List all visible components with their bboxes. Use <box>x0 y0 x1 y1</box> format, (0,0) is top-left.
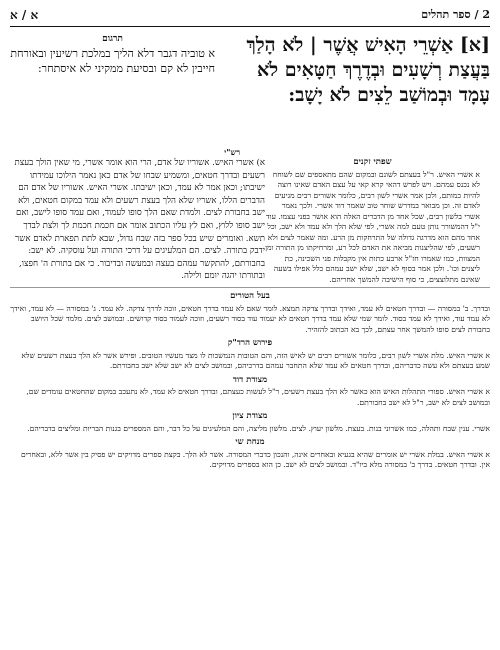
radak-text: א אשרי האיש. מלת אשרי לשון רבים, כלומר אשורים רבים יש לאיש הזה, והם הטובות הנמשכות לו מצד מעשיו הטובים. ופירש אשר לא הלך בעצת רשעים שלא שמע בעצתם ולא עשה כדבריהם, ובדרך חטאים לא עמד שלא התחבר עמהם בדרכיהם, ובמושב לצים לא ישב שלא ישב בחבורתם. <box>21 350 490 370</box>
metzudat-zion-section <box>10 411 490 434</box>
baal-haturim-title: בעל הטורים <box>230 291 270 301</box>
targum-text: א טוביה דגבר דלא הליך במלכת רשיעין ובאורחת חייבין לא קם ובסיעת ממקיני לא איסתחר: <box>10 47 215 75</box>
divider <box>10 287 490 288</box>
minchat-shai-text: א אשרי האיש. במלת אשרי יש אומרים שהיא בגעיא ובאחרים אינה, והנכון כדברי המסורה. אשר לא הלך. בקצת ספרים מדויקים יש פסיק בין אשר ללא, ובאחרים אין. ובדרך חטאים. בדרך ב' במסורה מלא ביו"ד. ובמושב לצים לא ישב. כן הוא בספרים מדויקים. <box>20 449 490 469</box>
minchat-shai-section <box>10 437 490 471</box>
minchat-shai-title: מנחת שי <box>235 437 265 447</box>
page-header <box>10 8 490 27</box>
shitei-zekenim-text: א אשרי האיש. ר"ל בעצתם לשונם ובמקום שהם מתאספים שם לשוחח לא נכנס עמהם. ויש לפרש דהאי קרא קאי על עצם האדם שאינו רוצה להיות כמותם, ולכן אמר אשרי לשון רבים, כלומר אשורים רבים מגיעים לאדם זה. וכן מבואר במדרש שוחר טוב שאמר דוד אשרי. ולכך נאמר אשרי בלשון רבים, שכל אחד מן הדברים האלה הוא אושר בפני עצמו. עוד י"ל דהמשורר נותן טעם למה אשרי, לפי שלא הלך ולא עמד ולא ישב, וכל אחד מהם הוא מדרגה גדולה של התרחקות מן הרע. ומה שאמר לצים ולא רשעים, לפי שהליצנות מביאה את האדם לכל רע, ומרחיקתו מן התורה ומן המצוות, כמו שאמרו חז"ל ארבע כתות אין מקבלות פני השכינה, כת ליצנים וכו'. ולכן אמר בסוף לא ישב, שלא ישב עמהם כלל אפילו בשעה שאינם מתלוצצים, כי סוף הישיבה להמשך אחריהם. <box>265 169 480 284</box>
targum-section <box>10 33 215 143</box>
shitei-zekenim-title: שפתי זקנים <box>353 157 392 167</box>
book-title: ספר תהלים <box>421 8 471 21</box>
rashi-text: א) אשרי האיש. אשוריו של אדם, הרי הוא אומר אשרי, מי שאין הולך בעצת רשעים ובדרך חטאים, ומשמיע שבחו של אדם כאן נאמר הילוכו עמידתו ישיבתו; וכאן אמר לא עמד, וכאן ישיבתו. אשרי האיש. אשוריו של אדם הם הדברים הללו, אשריו שלא הלך בעצת רשעים ולא עמד במקום חטאים, ולא ישב בחבורת לצים. ולמדת שאם הלך סופו לעמוד, ואם עמד סופו לישב, ואם ישב סופו ללוץ, ואם לץ עליו הכתוב אומר אם חכמת חכמת לך ולצת לבדך תשא. ואומרים שיש בכל ספר בזה שבח גדול, שבא לתת תפארת לאדם אשר ידבק בתורה. לצים. הם המלעיגים על דרכי התורה ועל עוסקיה. לא ישב: בחבורתם, להתקשר עמהם בעצה ובמעשה ובדיבור. כי אם בתורת ה' חפצו, ובתורתו יהגה יומם ולילה. <box>14 158 265 282</box>
chapter-marker: א / א <box>10 8 39 22</box>
metzudat-zion-title: מצודת ציון <box>232 411 268 421</box>
rashi-label: רש"י <box>224 147 240 157</box>
radak-section <box>10 338 490 372</box>
metzudat-david-title: מצודת דוד <box>232 374 268 385</box>
baal-haturim-text: ובדרך. ב' במסורה — ובדרך חטאים לא עמד, ואידך ובדרך צדקה תמצא. לומר שאם לא עמד בדרך חטאים, זוכה לדרך צדקה. לא עמד. ג' במסורה — לא עמד, ואידך לא עמד עוד, ואידך לא עמד בסוד. לומר שמי שלא עמד בדרך חטאים לא יעמוד עוד בסוד רשעים, וזוכה לעמוד בסוד קדושים. ובמושב לצים. מלמד שכל היושב בחבורת לצים סופו להמשך אחר עצתם, לכך בא הכתוב להזהיר. <box>10 303 490 334</box>
rashi-columns <box>10 157 490 285</box>
shitei-zekenim-section <box>265 157 480 285</box>
verse-section <box>228 33 490 143</box>
baal-haturim-section <box>10 291 490 335</box>
verse-body: אַשְׁרֵי הָאִישׁ אֲשֶׁר | לֹא הָלַךְ בַּעֲצַת רְשָׁעִים וּבְדֶרֶךְ חַטָּאִים לֹא עָמָד וּבְמוֹשַׁב לֵצִים לֹא יָשָׁב: <box>246 34 490 106</box>
lower-commentaries <box>10 287 490 471</box>
targum-title: תרגום <box>102 34 123 44</box>
page-number: 2 <box>482 8 490 21</box>
rashi-section <box>10 147 490 285</box>
verse-text <box>228 33 490 108</box>
metzudat-zion-text: אשרי. ענין שבח ותהלה, כמו אשרוני בנות. בעצת. מלשון יעוץ. לצים. מלשון מליצה, והם המלעיגים על כל דבר, והם המספרים בגנות הבריות ומליצים בדבריהם. <box>27 423 490 433</box>
radak-title: פירוש הרד"ק <box>227 338 273 348</box>
verse-and-targum <box>10 33 490 143</box>
metzudat-david-section <box>10 375 490 409</box>
running-header: 2 / ספר תהלים <box>421 8 490 21</box>
verse-number: [א] <box>459 34 490 56</box>
metzudat-david-text: א אשרי האיש. ספורי התהלות האיש הוא כאשר לא הלך בעצת רשעים, ר"ל לעשות כעצתם, ובדרך חטאים לא עמד, לא נתעכב במקום שהחטאים עומדים שם, ובמושב לצים לא ישב, ר"ל לא ישב בחבורתם. <box>26 387 490 407</box>
